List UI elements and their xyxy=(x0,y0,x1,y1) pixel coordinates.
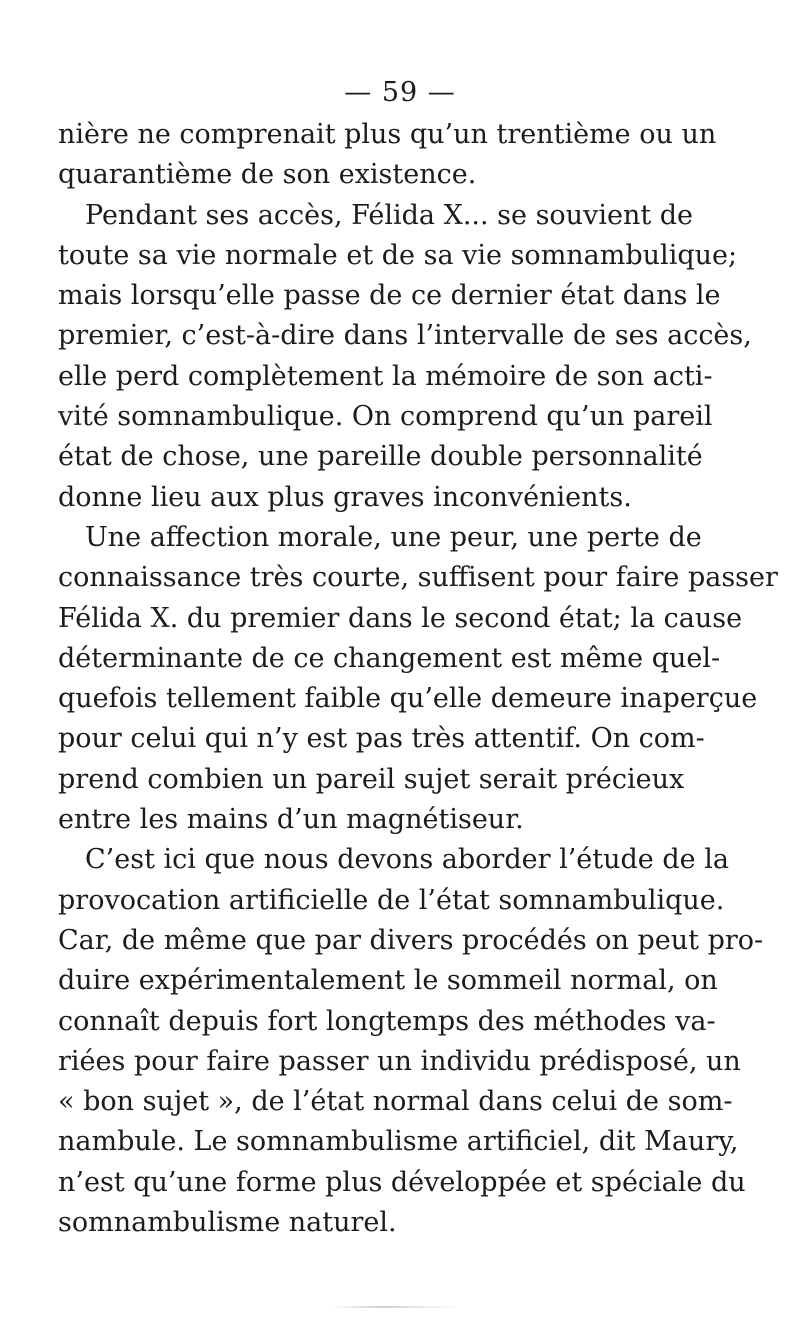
text-line: connaît depuis fort longtemps des méthodes va- xyxy=(58,1005,716,1037)
text-line: prend combien un pareil sujet serait précieux xyxy=(58,763,685,795)
scan-edge-mark xyxy=(330,1306,460,1308)
text-line: Pendant ses accès, Félida X... se souvient de xyxy=(85,199,694,231)
text-line: quarantième de son existence. xyxy=(58,159,477,191)
text-line: riées pour faire passer un individu prédisposé, un xyxy=(58,1045,741,1077)
text-line: « bon sujet », de l’état normal dans celui de som- xyxy=(58,1086,733,1118)
text-line: C’est ici que nous devons aborder l’étude de la xyxy=(85,844,729,876)
text-line: pour celui qui n’y est pas très attentif. On com- xyxy=(58,723,705,755)
text-line: premier, c’est-à-dire dans l’intervalle de ses accès, xyxy=(58,320,752,352)
text-line: nière ne comprenait plus qu’un trentième ou un xyxy=(58,119,717,150)
text-line: Félida X. du premier dans le second état; la cause xyxy=(58,602,743,634)
body-text xyxy=(58,115,778,1243)
text-line: Car, de même que par divers procédés on peut pro- xyxy=(58,924,764,956)
page-number: — 59 — xyxy=(344,77,456,108)
text-line: somnambulisme naturel. xyxy=(58,1207,397,1239)
text-line: connaissance très courte, suffisent pour faire passer xyxy=(58,562,778,594)
text-line: quefois tellement faible qu’elle demeure inaperçue xyxy=(58,683,758,715)
text-line: nambule. Le somnambulisme artificiel, dit Maury, xyxy=(58,1126,739,1158)
text-line: Une affection morale, une peur, une perte de xyxy=(85,521,702,553)
text-line: provocation artificielle de l’état somnambulique. xyxy=(58,884,725,916)
text-line: entre les mains d’un magnétiseur. xyxy=(58,804,524,836)
text-line: toute sa vie normale et de sa vie somnambulique; xyxy=(58,239,738,271)
text-line: n’est qu’une forme plus développée et spéciale du xyxy=(58,1166,746,1198)
text-line: vité somnambulique. On comprend qu’un pareil xyxy=(58,401,713,433)
text-line: duire expérimentalement le sommeil normal, on xyxy=(58,965,718,997)
text-line: elle perd complètement la mémoire de son acti- xyxy=(58,360,713,392)
text-line: mais lorsqu’elle passe de ce dernier état dans le xyxy=(58,280,721,312)
text-line: état de chose, une pareille double personnalité xyxy=(58,441,703,473)
text-line: déterminante de ce changement est même quel- xyxy=(58,642,721,674)
text-line: donne lieu aux plus graves inconvénients. xyxy=(58,481,632,513)
